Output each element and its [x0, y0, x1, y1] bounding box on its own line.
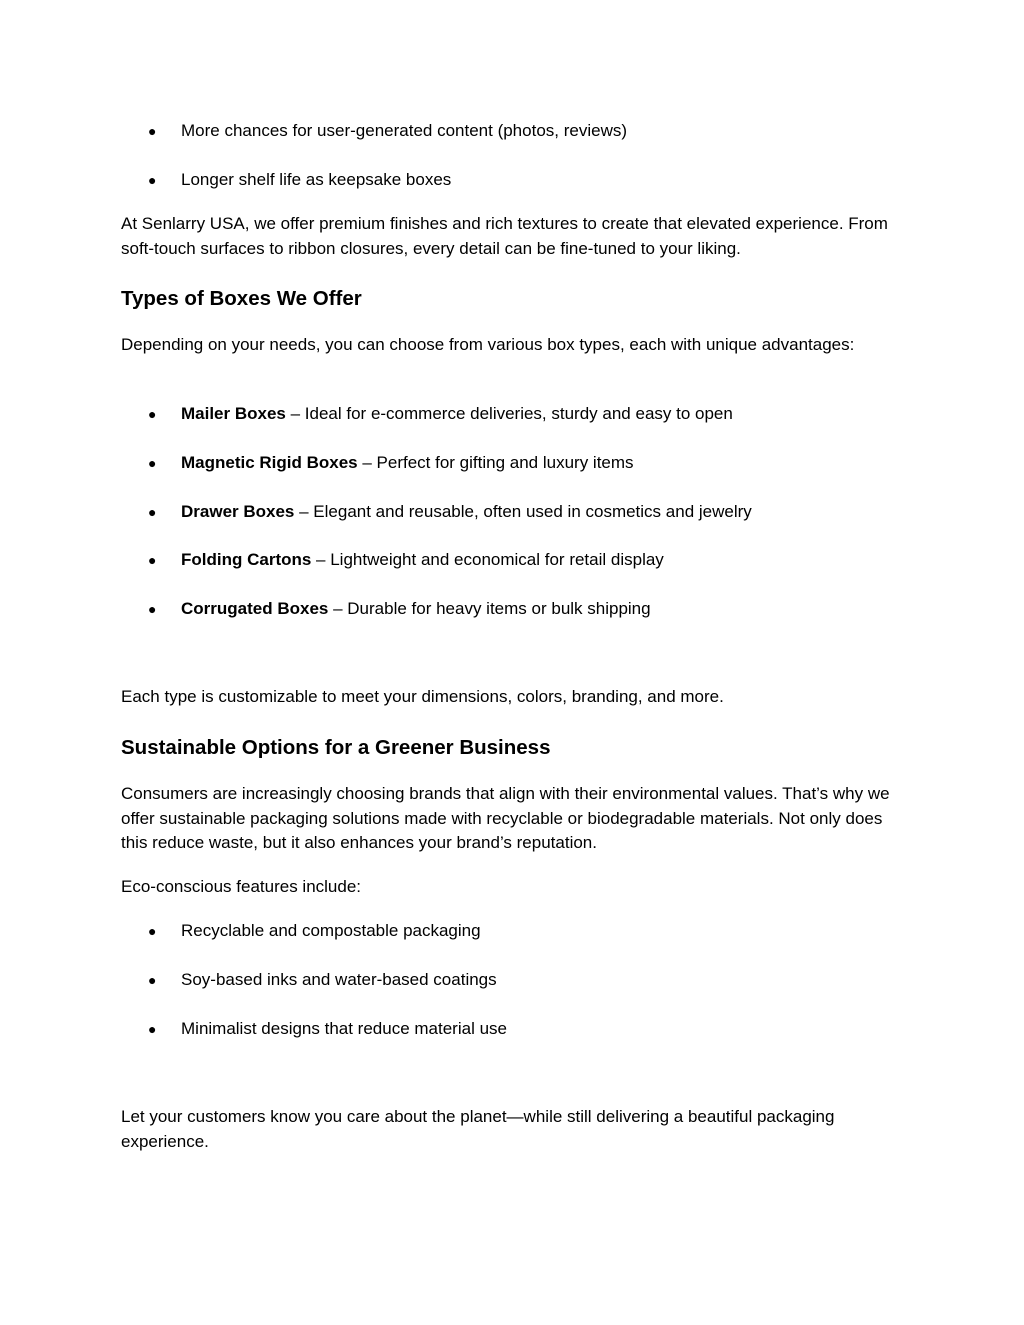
list-item-text: More chances for user-generated content (photos, reviews) [181, 121, 628, 140]
box-type-description: – Lightweight and economical for retail display [311, 550, 664, 569]
list-item [148, 968, 908, 992]
features-lead-paragraph: Eco-conscious features include: [121, 877, 362, 896]
box-type-description: – Durable for heavy items or bulk shipping [328, 599, 651, 618]
bullet-icon: ● [148, 504, 157, 520]
bullet-icon: ● [148, 123, 157, 139]
types-closing-paragraph: Each type is customizable to meet your dimensions, colors, branding, and more. [121, 687, 724, 706]
list-item-text: Soy-based inks and water-based coatings [181, 970, 497, 989]
box-type-description: – Perfect for gifting and luxury items [357, 453, 634, 472]
box-type-description: – Elegant and reusable, often used in cosmetics and jewelry [294, 502, 752, 521]
bullet-icon: ● [148, 455, 157, 471]
box-type-description: – Ideal for e-commerce deliveries, sturdy and easy to open [285, 404, 733, 423]
list-item [148, 548, 908, 572]
list-item-text: Longer shelf life as keepsake boxes [181, 170, 452, 189]
sustainable-paragraph: Consumers are increasingly choosing brands that align with their environmental values. That’s why we offer sustainable packaging solutions made with recyclable or biodegradable materials. Not only does this reduce waste, but it also enhances your brand’s reputation. [121, 784, 890, 852]
bullet-icon: ● [148, 972, 157, 988]
section-heading-types: Types of Boxes We Offer [121, 287, 362, 310]
list-item-text: Minimalist designs that reduce material use [181, 1019, 507, 1038]
bullet-icon: ● [148, 406, 157, 422]
box-type-term: Corrugated Boxes [181, 599, 329, 618]
bullet-icon: ● [148, 1021, 157, 1037]
list-item [148, 597, 908, 621]
intro-paragraph: At Senlarry USA, we offer premium finishes and rich textures to create that elevated experience. From soft-touch surfaces to ribbon closures, every detail can be fine-tuned to your liking. [121, 214, 888, 258]
list-item [148, 168, 908, 192]
box-type-term: Folding Cartons [181, 550, 312, 569]
bullet-icon: ● [148, 601, 157, 617]
bullet-icon: ● [148, 923, 157, 939]
types-lead-paragraph: Depending on your needs, you can choose from various box types, each with unique advantages: [121, 335, 855, 354]
list-item [148, 1017, 908, 1041]
list-item-text: Recyclable and compostable packaging [181, 921, 481, 940]
list-item [148, 919, 908, 943]
list-item [148, 402, 908, 426]
box-type-term: Magnetic Rigid Boxes [181, 453, 358, 472]
bullet-icon: ● [148, 172, 157, 188]
sustainable-closing-paragraph: Let your customers know you care about the planet—while still delivering a beautiful packaging experience. [121, 1107, 835, 1151]
box-type-term: Mailer Boxes [181, 404, 286, 423]
list-item [148, 500, 908, 524]
list-item [148, 119, 908, 143]
list-item [148, 451, 908, 475]
box-type-term: Drawer Boxes [181, 502, 295, 521]
section-heading-sustainable: Sustainable Options for a Greener Business [121, 736, 551, 759]
bullet-icon: ● [148, 552, 157, 568]
